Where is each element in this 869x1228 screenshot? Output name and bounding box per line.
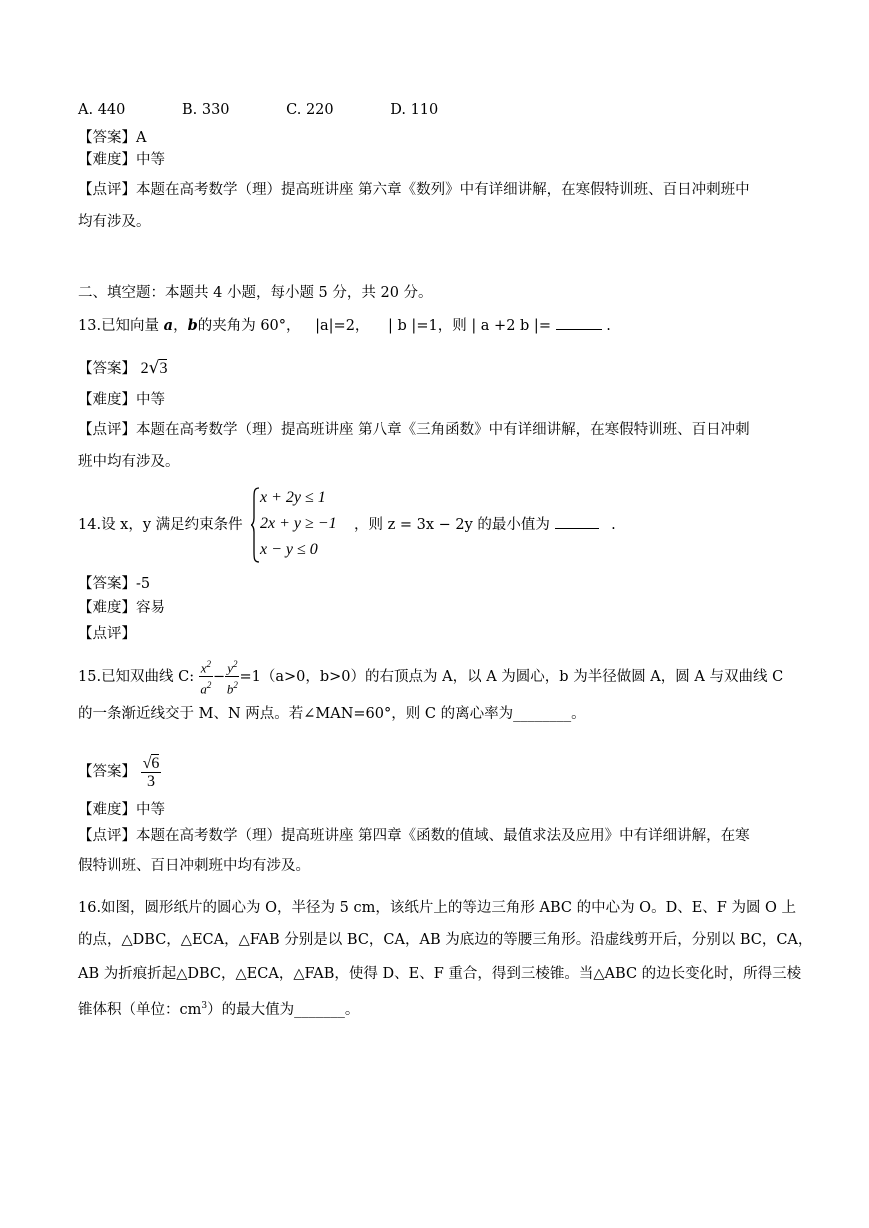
q15-question-line2: 的一条渐近线交于 M、N 两点。若∠MAN=60°，则 C 的离心率为________。 [78,706,586,722]
q13-expr: | a +2 b |= [471,318,551,334]
sqrt-icon: √ [148,358,160,378]
q14-text-a: 设 x，y 满足约束条件 [101,517,243,533]
q13-answer [78,358,167,379]
comment-text: 本题在高考数学（理）提高班讲座 第六章《数列》中有详细讲解，在寒假特训班、百日冲刺班中 [136,182,750,198]
answer-label: 【答案】 [78,130,136,146]
difficulty-value: 中等 [136,152,165,168]
comment-label: 【点评】 [78,626,136,642]
q12-comment-line2: 均有涉及。 [78,214,151,230]
answer-numerator: 6 [151,754,160,772]
constraint-1: x + 2y ≤ 1 [260,489,326,506]
q12-options [78,100,438,120]
vector-b: b [187,317,198,334]
q16-line4-a: 锥体积（单位：cm [78,1001,202,1018]
q13-difficulty [78,390,165,410]
answer-fraction [141,755,162,790]
q15-comment-line2: 假特训班、百日冲刺班中均有涉及。 [78,858,310,874]
fraction-x2-a2: $\frac{x^2}{a^2}$ [199,656,213,698]
difficulty-value: 容易 [136,600,165,616]
question-number: 14. [78,517,102,533]
answer-blank [556,317,602,330]
comment-text: 本题在高考数学（理）提高班讲座 第八章《三角函数》中有详细讲解，在寒假特训班、百日冲刺 [136,422,750,438]
q13-period: . [606,318,611,334]
q16-line1: 16.如图，圆形纸片的圆心为 O，半径为 5 cm，该纸片上的等边三角形 ABC 的中心为 O。D、E、F 为圆 O 上 [78,900,797,916]
section-header: 二、填空题：本题共 4 小题，每小题 5 分，共 20 分。 [78,285,433,301]
answer-label: 【答案】 [78,361,136,377]
answer-value: A [136,130,147,146]
q16-cubic-exponent: 3 [201,1001,208,1011]
q14-answer [78,574,150,594]
minus-sign: − [213,668,226,685]
sqrt-icon: √ [142,754,152,772]
q14-period: . [611,517,616,533]
q16-line3: AB 为折痕折起△DBC，△ECA，△FAB，使得 D、E、F 重合，得到三棱锥。当△ABC 的边长变化时，所得三棱 [78,966,802,982]
q12-comment-line1 [78,180,750,200]
q15-answer [78,752,161,792]
answer-radicand: 3 [159,360,168,377]
comment-label: 【点评】 [78,422,136,438]
q15-question-line1 [78,656,783,698]
constraint-system [250,486,616,564]
fraction-y2-b2: $\frac{y^2}{b^2}$ [225,656,239,698]
difficulty-label: 【难度】 [78,152,136,168]
q13-abs-b: | b |=1，则 [388,318,467,334]
frac-y: y [227,660,233,676]
q14-question-start [78,515,243,535]
option-a: A. 440 [78,102,126,118]
q16-line4 [78,996,359,1020]
q15-difficulty [78,800,165,820]
constraint-2: 2x + y ≥ −1 [260,515,337,532]
frac-x: x [200,660,207,676]
q16-line2: 的点，△DBC，△ECA，△FAB 分别是以 BC，CA，AB 为底边的等腰三角形。沿虚线剪开后，分别以 BC，CA， [78,932,813,948]
difficulty-label: 【难度】 [78,392,136,408]
constraint-3: x − y ≤ 0 [260,541,318,558]
comment-label: 【点评】 [78,182,136,198]
q14-comment [78,624,136,644]
answer-label: 【答案】 [78,764,136,780]
q13-text-b: 的夹角为 60°， [197,318,301,334]
answer-value: -5 [136,576,151,592]
answer-blank [555,516,599,529]
q16-line4-b: ）的最大值为_______。 [207,1001,360,1018]
q13-comma: ， [173,318,188,334]
q12-answer [78,128,146,148]
difficulty-value: 中等 [136,802,165,818]
left-brace-icon [250,486,260,564]
q14-difficulty [78,598,165,618]
difficulty-label: 【难度】 [78,600,136,616]
option-d: D. 110 [390,102,439,118]
option-b: B. 330 [181,102,230,118]
q14-text-b: ，则 z = 3x − 2y 的最小值为 [354,517,550,533]
q13-question [78,316,611,336]
q13-comment-line2: 班中均有涉及。 [78,454,180,470]
answer-denominator: 3 [147,772,155,790]
q15-comment-line1 [78,826,750,846]
difficulty-label: 【难度】 [78,802,136,818]
q13-comment-line1 [78,420,750,440]
q15-eq-rest: =1（a>0，b>0）的右顶点为 A，以 A 为圆心，b 为半径做圆 A，圆 A 与双曲线 C [239,668,784,685]
frac-b: b [226,681,234,697]
comment-label: 【点评】 [78,828,136,844]
q13-text-a: 已知向量 [101,318,160,334]
question-number: 13. [78,318,102,334]
frac-a: a [200,681,207,697]
comment-text: 本题在高考数学（理）提高班讲座 第四章《函数的值域、最值求法及应用》中有详细讲解，在寒 [136,828,750,844]
q13-abs-a: |a|=2， [315,318,370,334]
q14-tail [354,515,616,535]
vector-a: a [163,317,174,334]
q15-text-a: 已知双曲线 C: [101,668,195,685]
difficulty-value: 中等 [136,392,165,408]
answer-label: 【答案】 [78,576,136,592]
question-number: 15. [78,668,102,685]
option-c: C. 220 [286,102,334,118]
answer-coef: 2 [140,360,149,377]
q12-difficulty [78,150,165,170]
